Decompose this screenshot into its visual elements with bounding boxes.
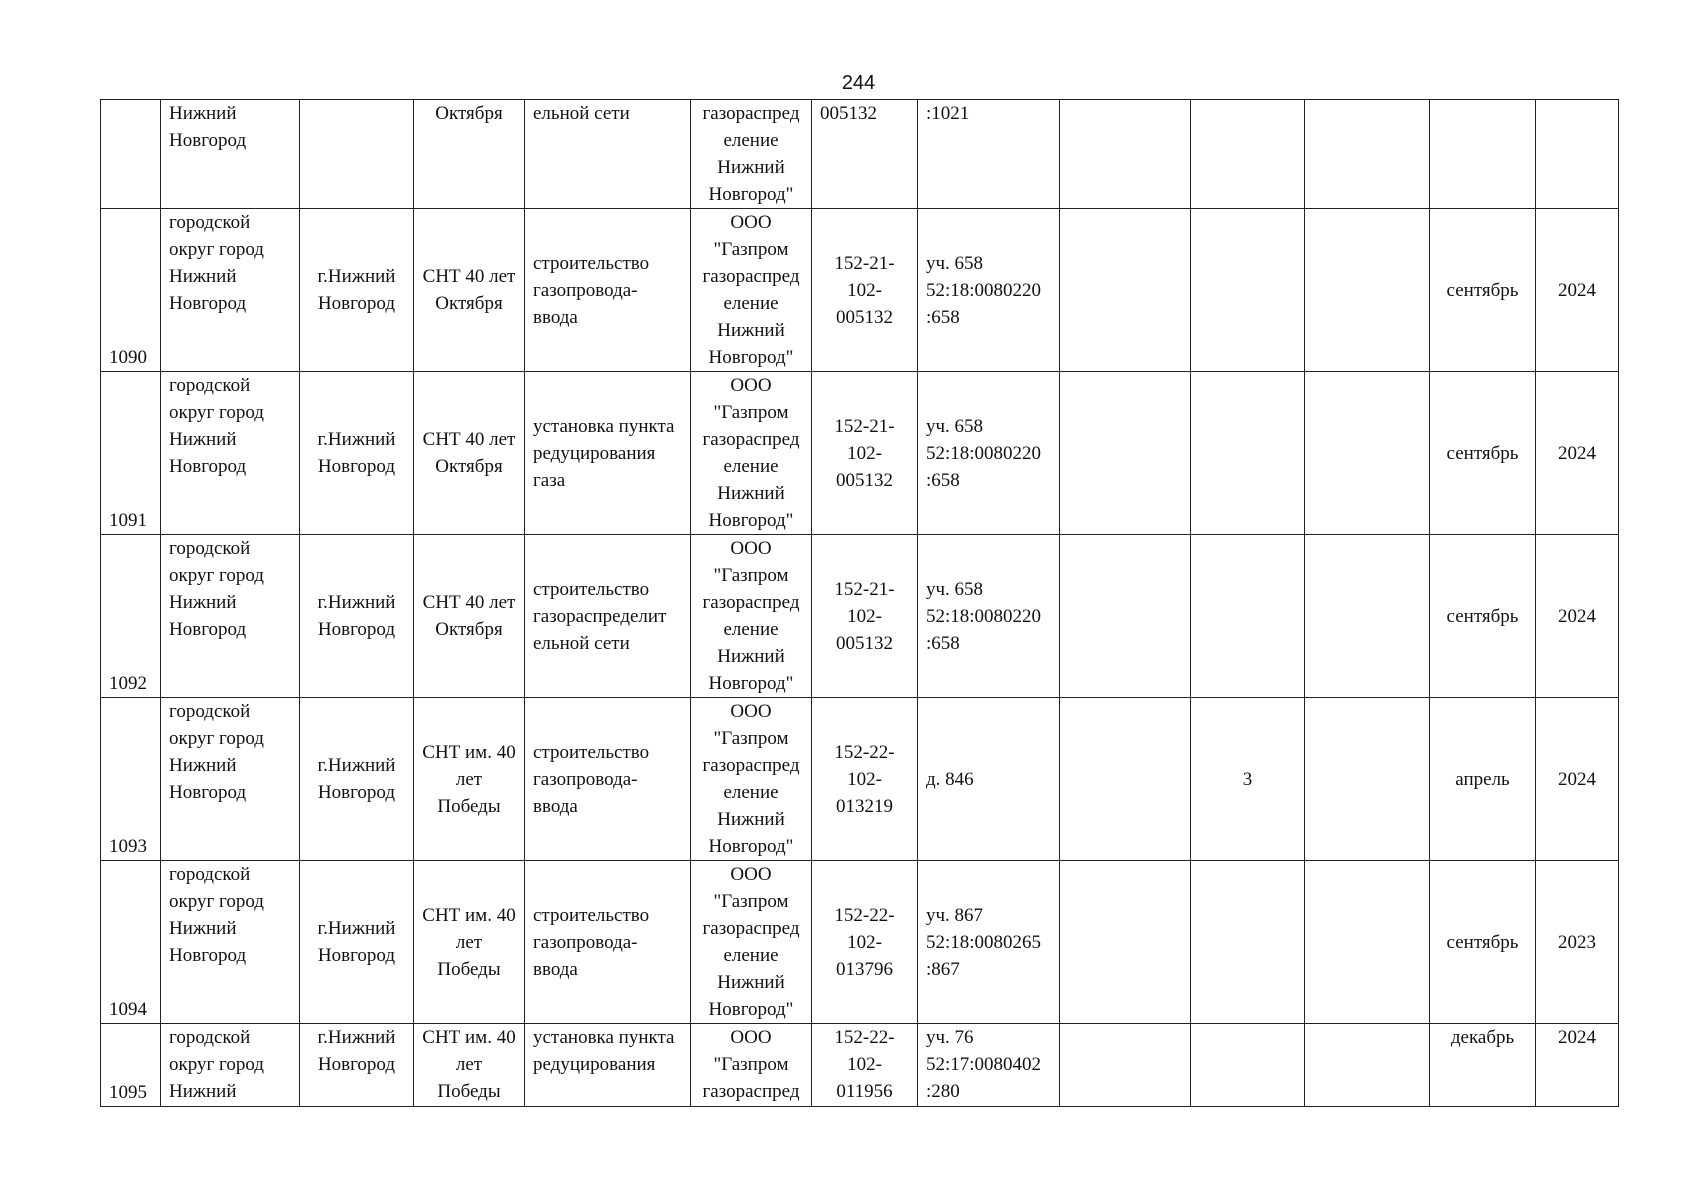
table-row — [101, 698, 1619, 861]
page-number: 244 — [841, 72, 876, 94]
extra-cell-3 — [1305, 698, 1430, 861]
extra-cell-1 — [1060, 372, 1191, 535]
work-type-cell: строительство газопровода-ввода — [525, 861, 691, 1024]
cadastral-cell: уч. 76 52:17:0080402 :280 — [918, 1024, 1060, 1107]
row-number-cell: 1091 — [101, 372, 161, 535]
district-cell: городской округ город Нижний Новгород — [161, 861, 300, 1024]
extra-cell-2 — [1191, 209, 1305, 372]
request-number-cell: 152-21-102-005132 — [812, 209, 918, 372]
request-number-cell: 152-22-102-013219 — [812, 698, 918, 861]
locality-cell: г.Нижний Новгород — [300, 535, 414, 698]
extra-cell-3 — [1305, 1024, 1430, 1107]
gasification-table — [100, 99, 1619, 1107]
district-cell: городской округ город Нижний Новгород — [161, 698, 300, 861]
table-row — [101, 372, 1619, 535]
street-cell: СНТ 40 лет Октября — [414, 372, 525, 535]
district-cell: городской округ город Нижний Новгород — [161, 535, 300, 698]
street-cell: СНТ им. 40 лет Победы — [414, 1024, 525, 1107]
request-number-cell: 152-22-102-013796 — [812, 861, 918, 1024]
month-cell: сентябрь — [1430, 372, 1536, 535]
cadastral-cell: уч. 658 52:18:0080220 :658 — [918, 209, 1060, 372]
extra-cell-2 — [1191, 1024, 1305, 1107]
cadastral-cell: :1021 — [918, 100, 1060, 209]
year-cell: 2024 — [1536, 372, 1619, 535]
locality-cell: г.Нижний Новгород — [300, 861, 414, 1024]
organization-cell: ООО "Газпром газораспред еление Нижний Новгород" — [691, 209, 812, 372]
extra-cell-1 — [1060, 861, 1191, 1024]
table-row — [101, 535, 1619, 698]
year-cell: 2024 — [1536, 209, 1619, 372]
district-cell: городской округ город Нижний — [161, 1024, 300, 1107]
extra-cell-1 — [1060, 209, 1191, 372]
organization-cell: ООО "Газпром газораспред еление Нижний Новгород" — [691, 861, 812, 1024]
street-cell: СНТ им. 40 лет Победы — [414, 861, 525, 1024]
organization-cell: ООО "Газпром газораспред — [691, 1024, 812, 1107]
month-cell — [1430, 100, 1536, 209]
request-number-cell: 152-21-102-005132 — [812, 372, 918, 535]
extra-cell-3 — [1305, 535, 1430, 698]
work-type-cell: установка пункта редуцирования газа — [525, 372, 691, 535]
organization-cell: ООО "Газпром газораспред еление Нижний Новгород" — [691, 698, 812, 861]
row-number-cell: 1094 — [101, 861, 161, 1024]
street-cell: СНТ 40 лет Октября — [414, 535, 525, 698]
extra-cell-1 — [1060, 100, 1191, 209]
table-row — [101, 209, 1619, 372]
locality-cell — [300, 100, 414, 209]
work-type-cell: строительство газопровода-ввода — [525, 209, 691, 372]
extra-cell-2 — [1191, 372, 1305, 535]
work-type-cell: ельной сети — [525, 100, 691, 209]
organization-cell: ООО "Газпром газораспред еление Нижний Новгород" — [691, 372, 812, 535]
extra-cell-3 — [1305, 100, 1430, 209]
month-cell: декабрь — [1430, 1024, 1536, 1107]
cadastral-cell: уч. 867 52:18:0080265 :867 — [918, 861, 1060, 1024]
work-type-cell: строительство газопровода-ввода — [525, 698, 691, 861]
year-cell — [1536, 100, 1619, 209]
locality-cell: г.Нижний Новгород — [300, 1024, 414, 1107]
work-type-cell: строительство газораспределит ельной сети — [525, 535, 691, 698]
extra-cell-2: 3 — [1191, 698, 1305, 861]
year-cell: 2024 — [1536, 698, 1619, 861]
extra-cell-3 — [1305, 861, 1430, 1024]
extra-cell-2 — [1191, 100, 1305, 209]
year-cell: 2024 — [1536, 1024, 1619, 1107]
district-cell: городской округ город Нижний Новгород — [161, 372, 300, 535]
district-cell: Нижний Новгород — [161, 100, 300, 209]
organization-cell: газораспред еление Нижний Новгород" — [691, 100, 812, 209]
month-cell: сентябрь — [1430, 209, 1536, 372]
district-cell: городской округ город Нижний Новгород — [161, 209, 300, 372]
cadastral-cell: д. 846 — [918, 698, 1060, 861]
extra-cell-1 — [1060, 698, 1191, 861]
row-number-cell: 1090 — [101, 209, 161, 372]
extra-cell-3 — [1305, 372, 1430, 535]
extra-cell-2 — [1191, 861, 1305, 1024]
year-cell: 2024 — [1536, 535, 1619, 698]
month-cell: апрель — [1430, 698, 1536, 861]
row-number-cell: 1092 — [101, 535, 161, 698]
table-row — [101, 1024, 1619, 1107]
row-number-cell: 1093 — [101, 698, 161, 861]
extra-cell-1 — [1060, 535, 1191, 698]
cadastral-cell: уч. 658 52:18:0080220 :658 — [918, 372, 1060, 535]
street-cell: СНТ 40 лет Октября — [414, 209, 525, 372]
locality-cell: г.Нижний Новгород — [300, 209, 414, 372]
street-cell: Октября — [414, 100, 525, 209]
locality-cell: г.Нижний Новгород — [300, 698, 414, 861]
cadastral-cell: уч. 658 52:18:0080220 :658 — [918, 535, 1060, 698]
request-number-cell: 005132 — [812, 100, 918, 209]
table-row — [101, 861, 1619, 1024]
work-type-cell: установка пункта редуцирования — [525, 1024, 691, 1107]
table-row — [101, 100, 1619, 209]
extra-cell-2 — [1191, 535, 1305, 698]
street-cell: СНТ им. 40 лет Победы — [414, 698, 525, 861]
month-cell: сентябрь — [1430, 535, 1536, 698]
extra-cell-1 — [1060, 1024, 1191, 1107]
organization-cell: ООО "Газпром газораспред еление Нижний Новгород" — [691, 535, 812, 698]
locality-cell: г.Нижний Новгород — [300, 372, 414, 535]
extra-cell-3 — [1305, 209, 1430, 372]
request-number-cell: 152-21-102-005132 — [812, 535, 918, 698]
year-cell: 2023 — [1536, 861, 1619, 1024]
request-number-cell: 152-22-102-011956 — [812, 1024, 918, 1107]
row-number-cell: 1095 — [101, 1024, 161, 1107]
row-number-cell — [101, 100, 161, 209]
month-cell: сентябрь — [1430, 861, 1536, 1024]
